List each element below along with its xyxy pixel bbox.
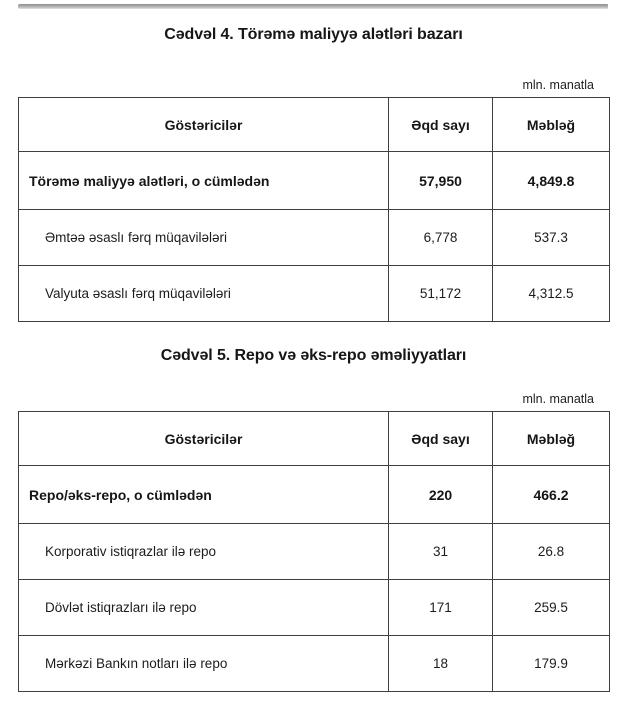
row-label: Korporativ istiqrazlar ilə repo (19, 524, 389, 580)
table4-section (18, 25, 609, 322)
row-amount: 26.8 (493, 524, 610, 580)
row-amount: 4,312.5 (493, 266, 610, 322)
row-amount: 4,849.8 (493, 152, 610, 210)
row-amount: 259.5 (493, 580, 610, 636)
table5-unit-label: mln. manatla (522, 392, 594, 406)
table5-col-header-amount: Məbləğ (493, 412, 610, 466)
table5-title: Cədvəl 5. Repo və əks-repo əməliyyatları (160, 347, 467, 364)
row-deal-count: 57,950 (389, 152, 493, 210)
table4-title: Cədvəl 4. Törəmə maliyyə alətləri bazarı (164, 26, 463, 43)
table5-col-header-deal-count: Əqd sayı (389, 412, 493, 466)
table5-col-header-indicators: Göstəricilər (19, 412, 389, 466)
row-label: Dövlət istiqrazları ilə repo (19, 580, 389, 636)
table5-repo (18, 411, 610, 692)
table-row (19, 210, 610, 266)
table4-col-header-amount: Məbləğ (493, 98, 610, 152)
row-deal-count: 6,778 (389, 210, 493, 266)
row-deal-count: 31 (389, 524, 493, 580)
table5-header-row (19, 412, 610, 466)
row-label: Repo/əks-repo, o cümlədən (19, 466, 389, 524)
row-label: Əmtəə əsaslı fərq müqavilələri (19, 210, 389, 266)
table5-section (18, 346, 609, 692)
table-row (19, 524, 610, 580)
table-row-total (19, 152, 610, 210)
row-label: Mərkəzi Bankın notları ilə repo (19, 636, 389, 692)
table-row-total (19, 466, 610, 524)
row-amount: 537.3 (493, 210, 610, 266)
row-label: Valyuta əsaslı fərq müqavilələri (19, 266, 389, 322)
table4-header-row (19, 98, 610, 152)
table-row (19, 266, 610, 322)
document-page (0, 4, 620, 728)
top-divider-bar (18, 4, 608, 9)
row-deal-count: 171 (389, 580, 493, 636)
table4-unit-label: mln. manatla (522, 78, 594, 92)
table4-col-header-indicators: Göstəricilər (19, 98, 389, 152)
table4-derivatives (18, 97, 610, 322)
row-deal-count: 18 (389, 636, 493, 692)
row-amount: 179.9 (493, 636, 610, 692)
table-row (19, 580, 610, 636)
table-row (19, 636, 610, 692)
row-deal-count: 51,172 (389, 266, 493, 322)
row-label: Törəmə maliyyə alətləri, o cümlədən (19, 152, 389, 210)
row-amount: 466.2 (493, 466, 610, 524)
row-deal-count: 220 (389, 466, 493, 524)
table4-col-header-deal-count: Əqd sayı (389, 98, 493, 152)
